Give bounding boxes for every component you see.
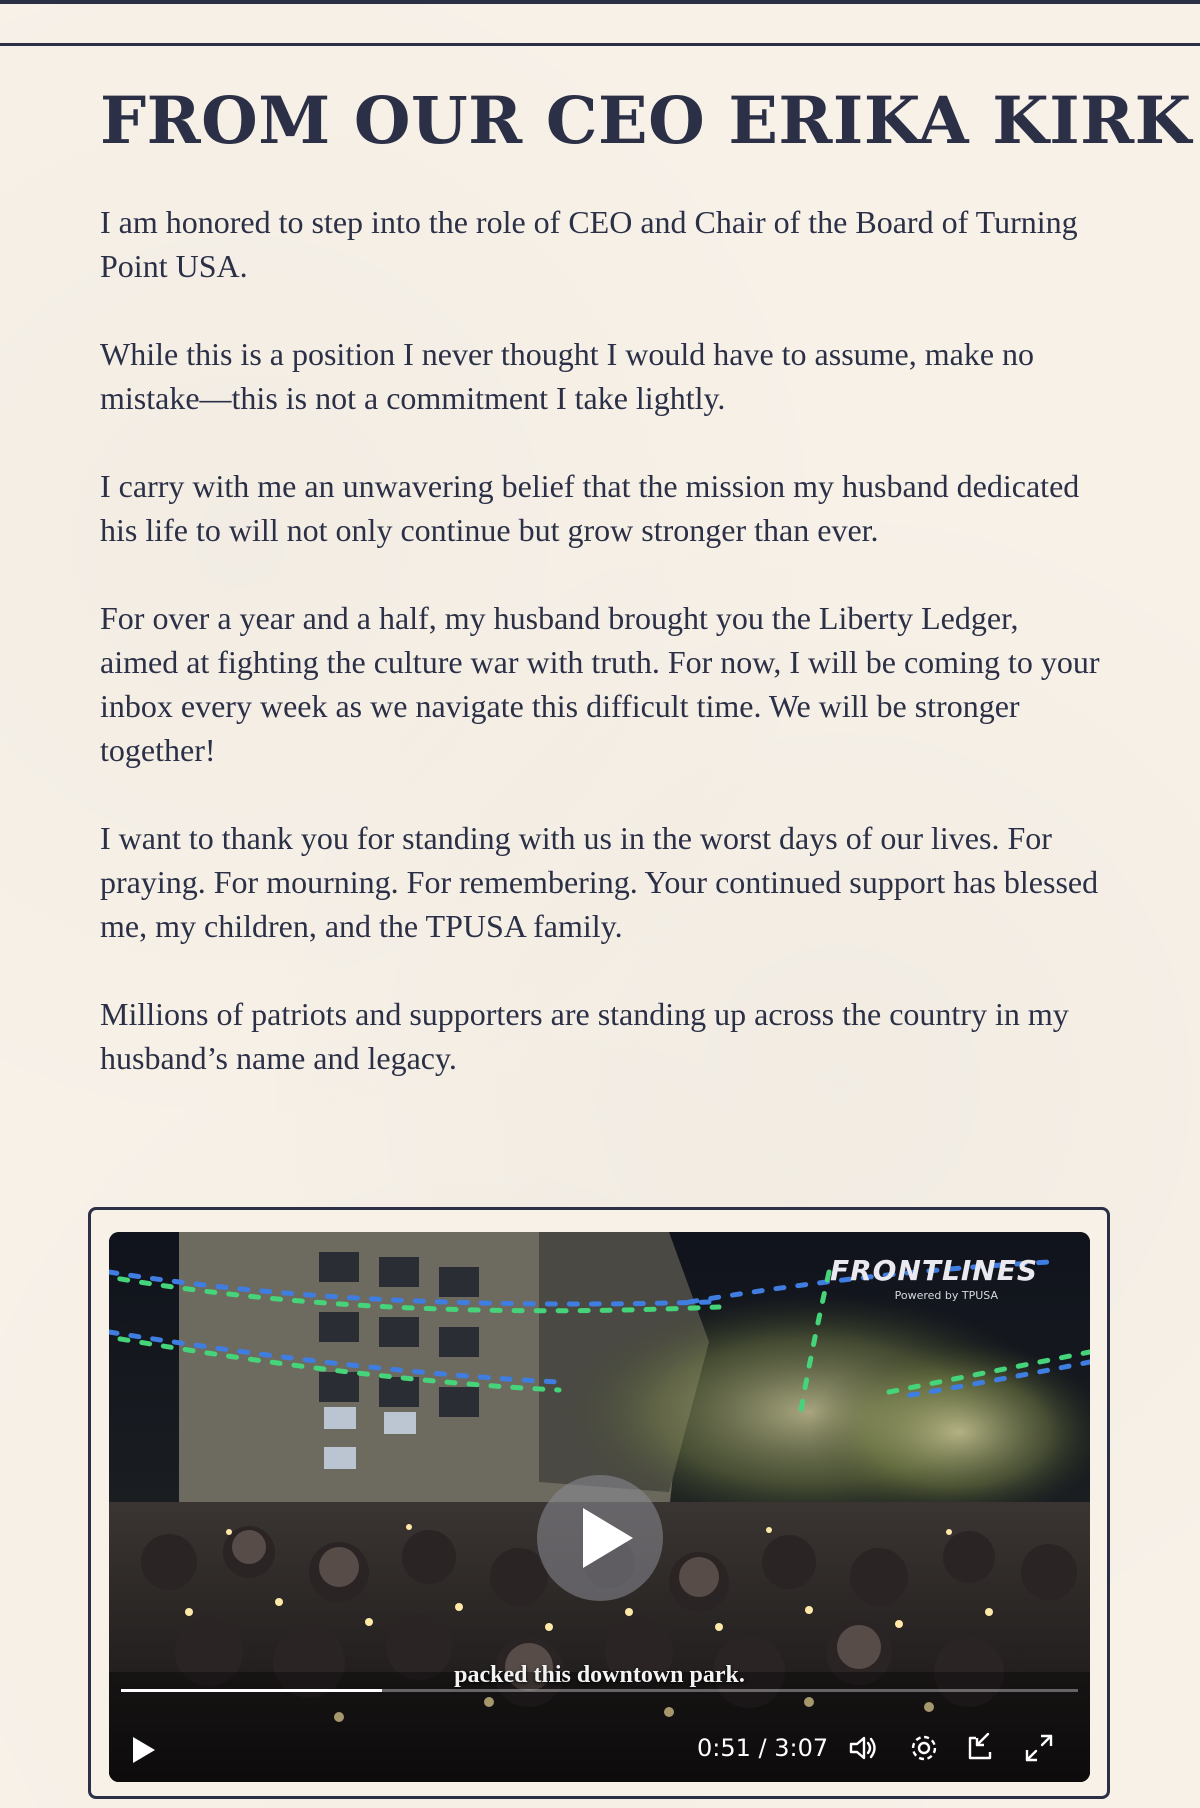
gear-icon[interactable] — [906, 1730, 942, 1766]
brand-logo: FRONTLINES — [829, 1254, 1038, 1287]
top-border — [0, 0, 1200, 4]
play-overlay-button[interactable] — [537, 1475, 663, 1601]
picture-in-picture-icon[interactable] — [962, 1730, 998, 1766]
time-display: 0:51 / 3:07 — [697, 1734, 829, 1762]
paragraph: While this is a position I never thought I would have to assume, make no mistake—this is not a commitment I take lightly. — [100, 336, 1035, 416]
paragraph: For over a year and a half, my husband brought you the Liberty Ledger, aimed at fighting the culture war with truth. For now, I will be coming to your inbox every week as we navigate this difficult time. We will be stronger together! — [100, 600, 1100, 768]
article-body — [100, 200, 1100, 1124]
brand-watermark — [830, 1254, 1038, 1302]
paragraph: I carry with me an unwavering belief that the mission my husband dedicated his life to will not only continue but grow stronger than ever. — [100, 468, 1080, 548]
fullscreen-icon[interactable] — [1021, 1730, 1057, 1766]
page-title: FROM OUR CEO ERIKA KIRK — [100, 83, 1192, 159]
video-caption: packed this downtown park. — [454, 1662, 745, 1688]
paragraph: I want to thank you for standing with us in the worst days of our lives. For praying. For mourning. For remembering. Your continued support has blessed me, my children, and the TPUSA family. — [100, 820, 1099, 944]
paragraph: Millions of patriots and supporters are standing up across the country in my husband’s name and legacy. — [100, 996, 1069, 1076]
brand-subtitle: Powered by TPUSA — [894, 1289, 998, 1302]
progress-fill — [121, 1689, 382, 1692]
header-divider — [0, 43, 1200, 46]
play-icon[interactable] — [133, 1737, 155, 1763]
volume-icon[interactable] — [845, 1730, 881, 1766]
video-player[interactable] — [109, 1232, 1090, 1782]
paragraph: I am honored to step into the role of CEO and Chair of the Board of Turning Point USA. — [100, 204, 1078, 284]
progress-bar[interactable] — [121, 1689, 1078, 1692]
video-controls — [109, 1722, 1090, 1772]
